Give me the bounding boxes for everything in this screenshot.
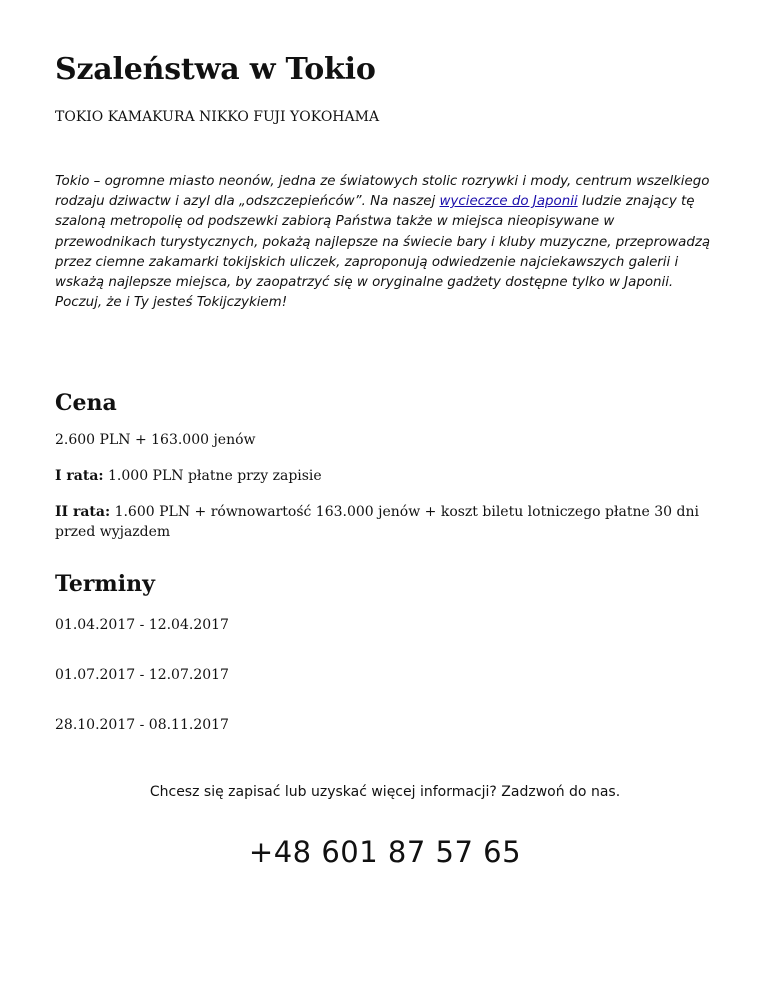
japan-tour-link[interactable]: wycieczce do Japonii (439, 194, 578, 210)
installment-2 (55, 502, 715, 542)
installment-1-text: 1.000 PLN płatne przy zapisie (103, 468, 322, 484)
destinations-list: TOKIO KAMAKURA NIKKO FUJI YOKOHAMA (55, 109, 380, 125)
phone-number: +48 601 87 57 65 (248, 835, 522, 869)
date-item: 28.10.2017 - 08.11.2017 (55, 717, 229, 733)
intro-text-start: Tokio – ogromne miasto neonów, jedna ze światowych stolic rozrywki i mody, centrum wszelkiego rodzaju dziwactw i azyl dla „odszczepieńców”. Na naszej (55, 174, 710, 210)
intro-text-end: ludzie znający tę szaloną metropolię od podszewki zabiorą Państwa także w miejsca nieopisywane w przewodnikach turystycznych, pokażą najlepsze na świecie bary i kluby muzyczne, przeprowadzą przez ciemne zakamarki tokijskich uliczek, zaproponują odwiedzenie najciekawszych galerii i wskażą najlepsze miejsca, by zaopatrzyć się w oryginalne gadżety dostępne tylko w Japonii. Poczuj, że i Ty jesteś Tokijczykiem! (55, 194, 711, 311)
price-heading: Cena (55, 390, 117, 416)
installment-2-label: II rata: (55, 504, 111, 520)
page-title: Szaleństwa w Tokio (55, 52, 376, 87)
contact-cta: Chcesz się zapisać lub uzyskać więcej informacji? Zadzwoń do nas. (149, 784, 621, 800)
intro-paragraph (55, 172, 715, 313)
installment-1 (55, 466, 715, 486)
date-item: 01.07.2017 - 12.07.2017 (55, 667, 229, 683)
dates-heading: Terminy (55, 571, 155, 597)
installment-1-label: I rata: (55, 468, 104, 484)
installment-2-text: 1.600 PLN + równowartość 163.000 jenów + koszt biletu lotniczego płatne 30 dni przed wyjazdem (55, 504, 699, 540)
date-item: 01.04.2017 - 12.04.2017 (55, 617, 229, 633)
price-total: 2.600 PLN + 163.000 jenów (55, 432, 256, 448)
